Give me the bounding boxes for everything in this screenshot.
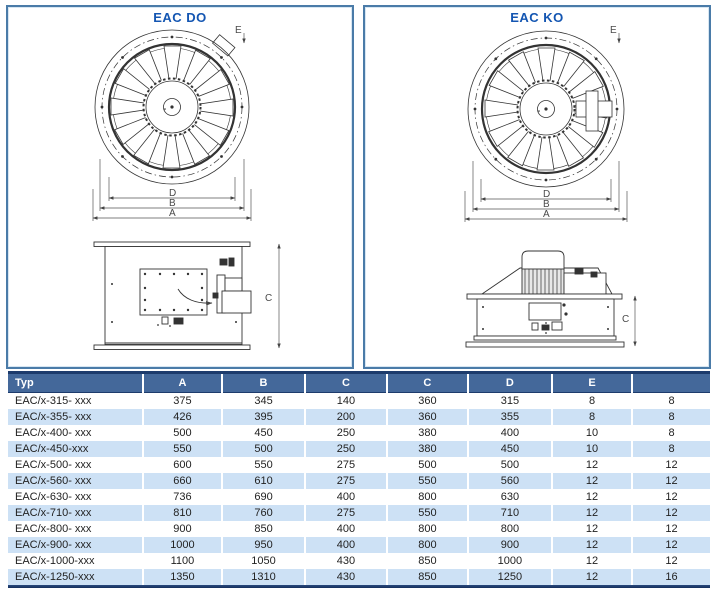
value-cell: 850 (222, 521, 305, 537)
value-cell: 800 (387, 489, 468, 505)
dim-label-a: A (543, 209, 550, 220)
table-row (8, 537, 710, 553)
value-cell: 1350 (143, 569, 222, 585)
value-cell: 12 (632, 505, 710, 521)
eac-do-drawing (8, 7, 352, 363)
value-cell: 550 (387, 473, 468, 489)
value-cell: 12 (552, 473, 632, 489)
value-cell: 8 (632, 393, 710, 410)
value-cell: 12 (632, 537, 710, 553)
value-cell: 550 (387, 505, 468, 521)
value-cell: 8 (632, 425, 710, 441)
dim-label-d: D (169, 188, 177, 199)
value-cell: 500 (468, 457, 552, 473)
table-row (8, 425, 710, 441)
fan-front-view (95, 30, 249, 184)
value-cell: 200 (305, 409, 387, 425)
type-cell: EAC/x-355- xxx (15, 411, 92, 423)
value-cell: 12 (552, 505, 632, 521)
dim-label-b: B (543, 199, 550, 210)
table-row (8, 505, 710, 521)
fan-side-view (94, 242, 251, 350)
table-row (8, 473, 710, 489)
value-cell: 500 (143, 425, 222, 441)
dim-label-d: D (543, 189, 551, 200)
value-cell: 400 (305, 489, 387, 505)
value-cell: 375 (143, 393, 222, 410)
table-header-row (8, 374, 710, 393)
type-cell: EAC/x-315- xxx (15, 395, 92, 407)
value-cell: 1000 (143, 537, 222, 553)
type-cell: EAC/x-560- xxx (15, 475, 92, 487)
column-header (632, 374, 710, 393)
value-cell: 550 (143, 441, 222, 457)
value-cell: 430 (305, 553, 387, 569)
fan-hub (144, 79, 201, 136)
column-header: B (222, 374, 305, 393)
value-cell: 355 (468, 409, 552, 425)
value-cell: 800 (468, 521, 552, 537)
table-row (8, 441, 710, 457)
value-cell: 12 (552, 553, 632, 569)
value-cell: 760 (222, 505, 305, 521)
value-cell: 250 (305, 425, 387, 441)
value-cell: 360 (387, 393, 468, 410)
fan-side-view (466, 251, 624, 347)
value-cell: 380 (387, 441, 468, 457)
value-cell: 630 (468, 489, 552, 505)
value-cell: 345 (222, 393, 305, 410)
column-header: D (468, 374, 552, 393)
table-row (8, 393, 710, 410)
dim-label-a: A (169, 208, 176, 219)
value-cell: 275 (305, 505, 387, 521)
column-header: E (552, 374, 632, 393)
value-cell: 950 (222, 537, 305, 553)
value-cell: 500 (387, 457, 468, 473)
value-cell: 400 (305, 537, 387, 553)
value-cell: 430 (305, 569, 387, 585)
table-row (8, 553, 710, 569)
value-cell: 710 (468, 505, 552, 521)
value-cell: 12 (552, 457, 632, 473)
value-cell: 16 (632, 569, 710, 585)
dimensions-data-table (8, 374, 710, 585)
value-cell: 12 (632, 473, 710, 489)
dim-label-b: B (169, 198, 176, 209)
value-cell: 900 (468, 537, 552, 553)
eac-ko-drawing (365, 7, 709, 363)
type-cell: EAC/x-800- xxx (15, 523, 92, 535)
column-header: C (305, 374, 387, 393)
type-cell: EAC/x-630- xxx (15, 491, 92, 503)
value-cell: 360 (387, 409, 468, 425)
type-cell: EAC/x-1250-xxx (15, 571, 95, 583)
value-cell: 800 (387, 521, 468, 537)
value-cell: 1000 (468, 553, 552, 569)
value-cell: 400 (305, 521, 387, 537)
table-bottom-border (8, 585, 710, 588)
value-cell: 12 (632, 489, 710, 505)
panel-eac-do (6, 5, 354, 369)
value-cell: 250 (305, 441, 387, 457)
value-cell: 850 (387, 553, 468, 569)
table-row (8, 521, 710, 537)
panel-eac-ko (363, 5, 711, 369)
column-header: Typ (8, 374, 143, 393)
value-cell: 12 (632, 553, 710, 569)
value-cell: 690 (222, 489, 305, 505)
value-cell: 1100 (143, 553, 222, 569)
value-cell: 12 (632, 521, 710, 537)
value-cell: 395 (222, 409, 305, 425)
value-cell: 12 (552, 569, 632, 585)
value-cell: 140 (305, 393, 387, 410)
value-cell: 560 (468, 473, 552, 489)
type-cell: EAC/x-1000-xxx (15, 555, 95, 567)
value-cell: 450 (468, 441, 552, 457)
type-cell: EAC/x-900- xxx (15, 539, 92, 551)
value-cell: 275 (305, 473, 387, 489)
value-cell: 1310 (222, 569, 305, 585)
fan-hub (518, 81, 575, 138)
type-cell: EAC/x-450-xxx (15, 443, 89, 455)
value-cell: 600 (143, 457, 222, 473)
dim-label-c: C (265, 293, 273, 304)
panel-title-eac-ko: EAC KO (510, 10, 564, 25)
value-cell: 8 (632, 441, 710, 457)
type-cell: EAC/x-500- xxx (15, 459, 92, 471)
dim-label-e: E (235, 25, 242, 36)
value-cell: 400 (468, 425, 552, 441)
value-cell: 610 (222, 473, 305, 489)
value-cell: 450 (222, 425, 305, 441)
value-cell: 850 (387, 569, 468, 585)
dim-label-c: C (622, 314, 630, 325)
table-row (8, 409, 710, 425)
type-cell: EAC/x-400- xxx (15, 427, 92, 439)
value-cell: 660 (143, 473, 222, 489)
dimensions-table (8, 371, 710, 588)
value-cell: 1250 (468, 569, 552, 585)
value-cell: 1050 (222, 553, 305, 569)
panel-title-eac-do: EAC DO (153, 10, 207, 25)
value-cell: 900 (143, 521, 222, 537)
value-cell: 550 (222, 457, 305, 473)
column-header: A (143, 374, 222, 393)
value-cell: 275 (305, 457, 387, 473)
dim-label-e: E (610, 25, 617, 36)
value-cell: 315 (468, 393, 552, 410)
value-cell: 810 (143, 505, 222, 521)
column-header: C (387, 374, 468, 393)
value-cell: 10 (552, 425, 632, 441)
value-cell: 12 (552, 537, 632, 553)
value-cell: 12 (552, 521, 632, 537)
type-cell: EAC/x-710- xxx (15, 507, 92, 519)
table-row (8, 489, 710, 505)
value-cell: 800 (387, 537, 468, 553)
table-row (8, 457, 710, 473)
value-cell: 500 (222, 441, 305, 457)
value-cell: 736 (143, 489, 222, 505)
value-cell: 8 (552, 409, 632, 425)
value-cell: 8 (552, 393, 632, 410)
value-cell: 12 (632, 457, 710, 473)
value-cell: 10 (552, 441, 632, 457)
value-cell: 8 (632, 409, 710, 425)
value-cell: 12 (552, 489, 632, 505)
fan-front-view (468, 31, 624, 187)
table-row (8, 569, 710, 585)
table-body (8, 393, 710, 586)
value-cell: 426 (143, 409, 222, 425)
value-cell: 380 (387, 425, 468, 441)
